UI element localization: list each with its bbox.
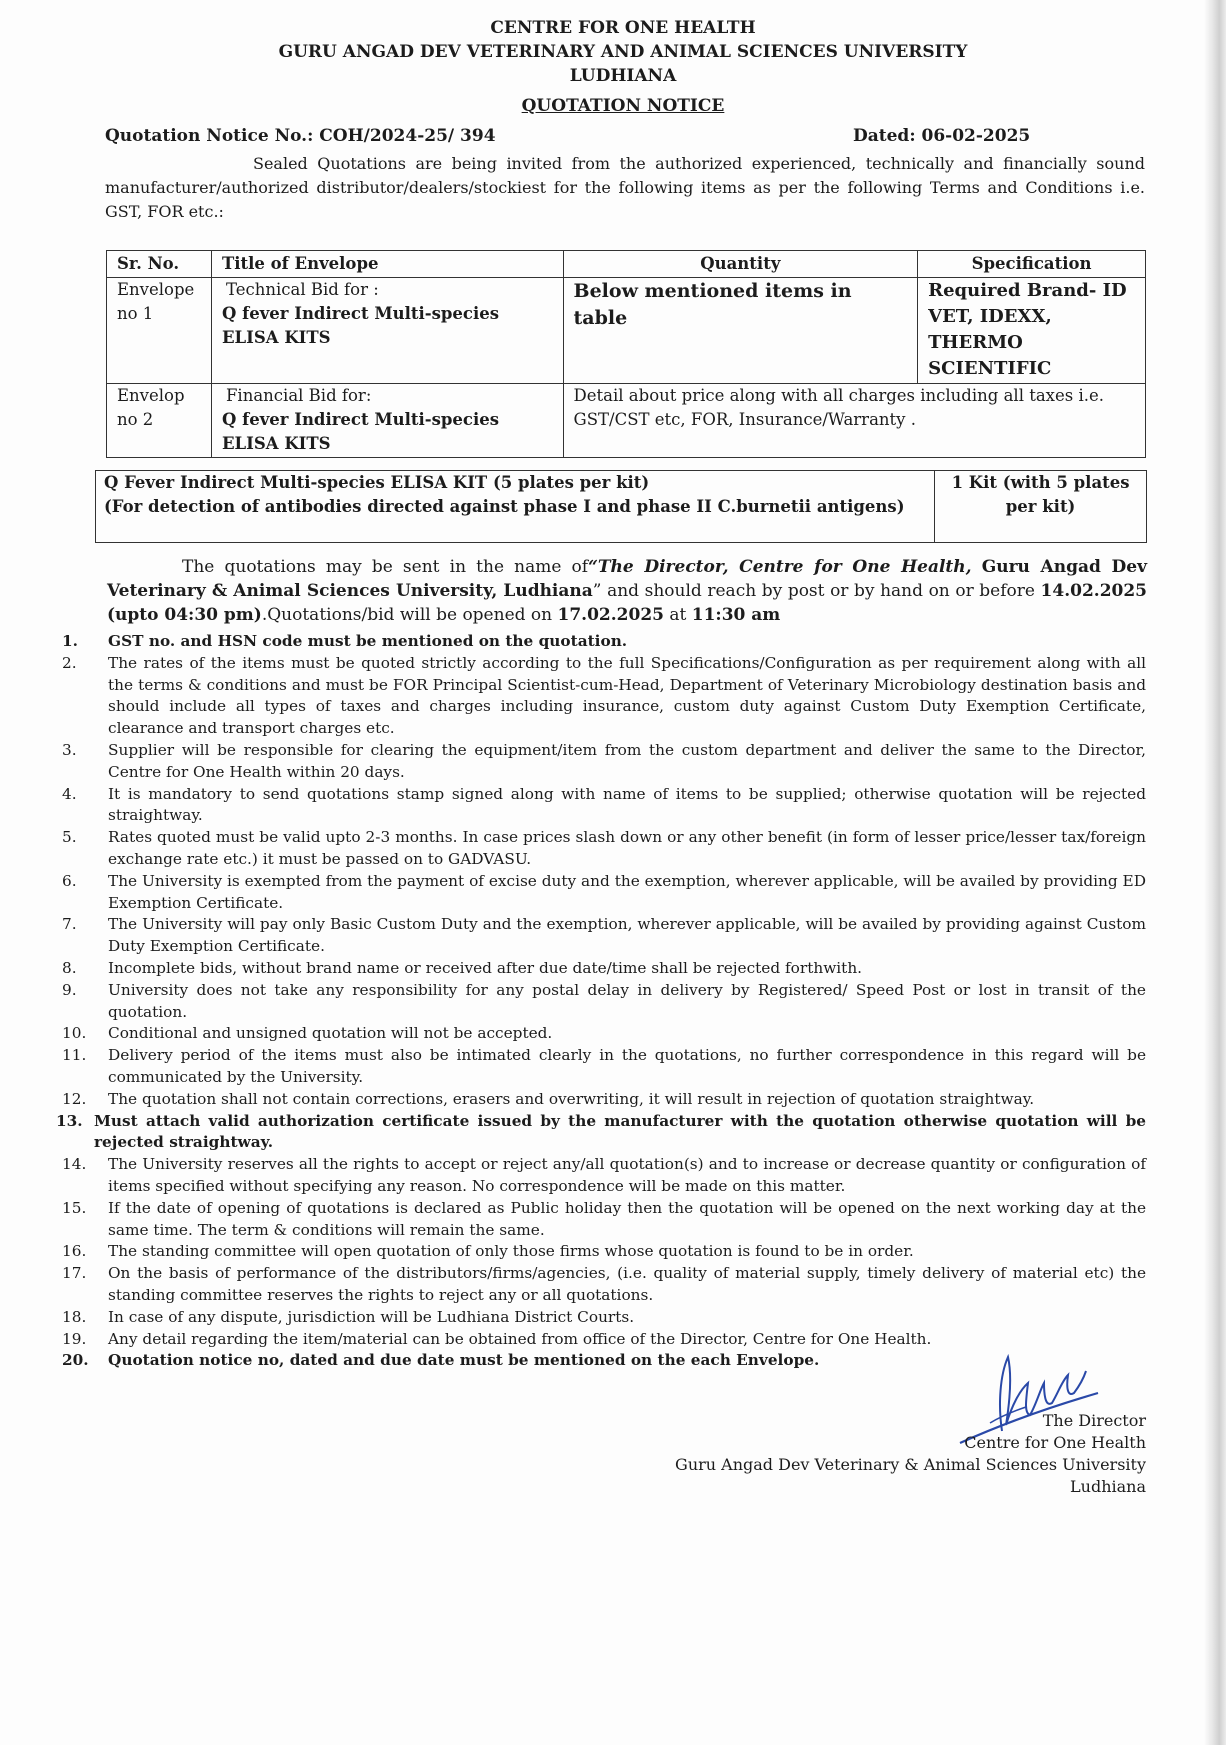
item-quantity: 1 Kit (with 5 plates per kit) bbox=[935, 471, 1147, 543]
term-text: On the basis of performance of the distributors/firms/agencies, (i.e. quality of material supply, timely delivery of material etc) the standing committee reserves the rights to reject any or all quotations. bbox=[108, 1264, 1146, 1304]
term-text: The standing committee will open quotation of only those firms whose quotation is found to be in order. bbox=[108, 1242, 914, 1261]
envelope-1-spec: Required Brand- ID VET, IDEXX, THERMO SCIENTIFIC bbox=[918, 278, 1146, 384]
list-item bbox=[0, 1023, 1146, 1045]
list-item bbox=[0, 1045, 1146, 1089]
list-item bbox=[0, 871, 1146, 915]
list-item bbox=[0, 1154, 1146, 1198]
signatory-block bbox=[675, 1410, 1146, 1498]
term-text: It is mandatory to send quotations stamp signed along with name of items to be supplied; otherwise quotation will be rejected straightway. bbox=[108, 784, 1146, 825]
col-header-title: Title of Envelope bbox=[211, 251, 563, 278]
term-number: 9. bbox=[62, 980, 77, 999]
notice-number: Quotation Notice No.: COH/2024-25/ 394 bbox=[105, 126, 496, 146]
term-text: Incomplete bids, without brand name or received after due date/time shall be rejected forthwith. bbox=[108, 958, 863, 977]
term-text: The University will pay only Basic Custom Duty and the exemption, wherever applicable, will be availed by providing against Custom Duty Exemption Certificate. bbox=[108, 915, 1146, 956]
table-row bbox=[96, 471, 1147, 543]
submission-mid: ” and should reach by post or by hand on or before bbox=[592, 581, 1035, 601]
term-text: Delivery period of the items must also be intimated clearly in the quotations, no further correspondence in this regard will be communicated by the University. bbox=[108, 1046, 1146, 1086]
submission-paragraph bbox=[107, 555, 1147, 627]
term-text: Conditional and unsigned quotation will not be accepted. bbox=[108, 1024, 553, 1043]
envelope-1-quantity: Below mentioned items in table bbox=[563, 278, 918, 384]
term-text: In case of any dispute, jurisdiction will be Ludhiana District Courts. bbox=[108, 1307, 635, 1326]
list-item bbox=[0, 784, 1146, 828]
term-number: 8. bbox=[62, 958, 77, 977]
terms-list bbox=[0, 631, 1146, 1372]
submission-opening-text: .Quotations/bid will be opened on bbox=[261, 605, 553, 625]
term-number: 6. bbox=[62, 871, 77, 890]
term-number: 4. bbox=[62, 784, 77, 803]
term-text: GST no. and HSN code must be mentioned on the quotation. bbox=[108, 632, 628, 650]
envelope-1-sr: Envelope no 1 bbox=[107, 278, 212, 384]
term-number: 12. bbox=[62, 1089, 87, 1108]
term-text: If the date of opening of quotations is declared as Public holiday then the quotation will be opened on the next working day at the same time. The term & conditions will remain the same. bbox=[108, 1198, 1146, 1239]
list-item bbox=[0, 1263, 1146, 1307]
col-header-sr-no: Sr. No. bbox=[107, 251, 212, 278]
list-item bbox=[0, 1111, 1146, 1155]
envelope-2-title bbox=[211, 384, 563, 458]
term-number: 19. bbox=[62, 1329, 87, 1348]
signatory-org: Centre for One Health bbox=[964, 1433, 1146, 1452]
list-item bbox=[0, 1307, 1146, 1329]
submission-due: 14.02.2025 (upto 04:30 pm) bbox=[107, 581, 1148, 625]
item-purpose: (For detection of antibodies directed against phase I and phase II C.burnetii antigens) bbox=[104, 497, 905, 516]
term-number: 18. bbox=[62, 1307, 87, 1326]
term-text: Quotation notice no, dated and due date must be mentioned on the each Envelope. bbox=[108, 1351, 820, 1370]
term-text: University does not take any responsibility for any postal delay in delivery by Registered/ Speed Post or lost in transit of the quotation. bbox=[108, 980, 1146, 1021]
list-item bbox=[0, 1198, 1146, 1242]
term-number: 7. bbox=[62, 915, 77, 934]
envelope-2-detail: Detail about price along with all charges including all taxes i.e. GST/CST etc, FOR, Insurance/Warranty . bbox=[563, 384, 1145, 458]
scan-edge-shadow bbox=[1204, 0, 1226, 1745]
envelope-2-sr: Envelop no 2 bbox=[107, 384, 212, 458]
term-number: 11. bbox=[62, 1046, 87, 1065]
submission-university: Guru Angad Dev Veterinary & Animal Sciences University, Ludhiana bbox=[107, 557, 1147, 601]
envelope-2-title-item: Q fever Indirect Multi-species ELISA KITS bbox=[221, 410, 500, 453]
term-text: The rates of the items must be quoted strictly according to the full Specifications/Configuration as per requirement along with all the terms & conditions and must be FOR Principal Scientist-cum-Head, Department of Veterinary Microbiology destination basis and should include all types of taxes and charges including insurance, custom duty against Custom Duty Exemption Certificate, clearance and transport charges etc. bbox=[108, 653, 1146, 738]
term-number: 17. bbox=[62, 1264, 87, 1283]
item-description bbox=[96, 471, 935, 543]
page-title: QUOTATION NOTICE bbox=[521, 96, 725, 116]
list-item bbox=[0, 827, 1146, 871]
submission-at: at bbox=[669, 605, 687, 625]
term-text: The quotation shall not contain corrections, erasers and overwriting, it will result in rejection of quotation straightway. bbox=[108, 1089, 1035, 1108]
list-item bbox=[0, 1089, 1146, 1111]
term-number: 16. bbox=[62, 1242, 87, 1261]
envelope-1-title-label: Technical Bid for : bbox=[225, 280, 379, 299]
term-number: 5. bbox=[62, 828, 77, 847]
submission-opening-time: 11:30 am bbox=[691, 605, 781, 625]
envelope-table bbox=[106, 250, 1146, 458]
term-text: Any detail regarding the item/material can be obtained from office of the Director, Centre for One Health. bbox=[108, 1329, 932, 1348]
term-number: 14. bbox=[62, 1155, 87, 1174]
signatory-university: Guru Angad Dev Veterinary & Animal Sciences University bbox=[675, 1455, 1146, 1474]
term-number: 10. bbox=[62, 1024, 87, 1043]
submission-opening-date: 17.02.2025 bbox=[557, 605, 664, 625]
term-number: 1. bbox=[62, 632, 78, 650]
list-item bbox=[0, 980, 1146, 1024]
submission-lead: The quotations may be sent in the name of bbox=[182, 557, 589, 577]
term-number: 15. bbox=[62, 1198, 87, 1217]
notice-date: Dated: 06-02-2025 bbox=[853, 126, 1031, 146]
list-item bbox=[0, 631, 1146, 653]
envelope-2-title-label: Financial Bid for: bbox=[225, 386, 372, 405]
col-header-quantity: Quantity bbox=[563, 251, 918, 278]
term-number: 13. bbox=[56, 1111, 83, 1130]
item-name: Q Fever Indirect Multi-species ELISA KIT (5 plates per kit) bbox=[104, 473, 650, 492]
list-item bbox=[0, 740, 1146, 784]
list-item bbox=[0, 914, 1146, 958]
header-city: LUDHIANA bbox=[569, 66, 677, 86]
term-text: Must attach valid authorization certificate issued by the manufacturer with the quotation otherwise quotation will be rejected straightway. bbox=[94, 1111, 1146, 1152]
term-text: Supplier will be responsible for clearing the equipment/item from the custom department and deliver the same to the Director, Centre for One Health within 20 days. bbox=[108, 740, 1146, 781]
term-text: The University is exempted from the payment of excise duty and the exemption, wherever applicable, will be availed by providing ED Exemption Certificate. bbox=[108, 871, 1146, 912]
term-number: 3. bbox=[62, 740, 77, 759]
term-text: Rates quoted must be valid upto 2-3 months. In case prices slash down or any other benefit (in form of lesser price/lesser tax/foreign exchange rate etc.) it must be passed on to GADVASU. bbox=[108, 828, 1146, 868]
term-number: 20. bbox=[62, 1351, 89, 1370]
term-text: The University reserves all the rights to accept or reject any/all quotation(s) and to increase or decrease quantity or configuration of items specified without specifying any reason. No correspondence will be made on this matter. bbox=[108, 1155, 1146, 1195]
header-university-name: GURU ANGAD DEV VETERINARY AND ANIMAL SCIENCES UNIVERSITY bbox=[278, 42, 968, 62]
intro-paragraph: Sealed Quotations are being invited from the authorized experienced, technically and financially sound manufacturer/authorized distributor/dealers/stockiest for the following items as per the following Terms and Conditions i.e. GST, FOR etc.: bbox=[105, 154, 1145, 221]
list-item bbox=[0, 1241, 1146, 1263]
signatory-title: The Director bbox=[1042, 1411, 1146, 1430]
envelope-table-header bbox=[107, 251, 1146, 278]
term-number: 2. bbox=[62, 653, 77, 672]
col-header-specification: Specification bbox=[918, 251, 1146, 278]
table-row bbox=[107, 384, 1146, 458]
list-item bbox=[0, 653, 1146, 740]
signatory-city: Ludhiana bbox=[1070, 1477, 1146, 1496]
item-table bbox=[95, 470, 1147, 543]
envelope-1-title bbox=[211, 278, 563, 384]
submission-addressee: “The Director, Centre for One Health, bbox=[588, 557, 972, 577]
table-row bbox=[107, 278, 1146, 384]
envelope-1-title-item: Q fever Indirect Multi-species ELISA KITS bbox=[221, 304, 500, 347]
header-centre-name: CENTRE FOR ONE HEALTH bbox=[490, 18, 756, 38]
list-item bbox=[0, 958, 1146, 980]
